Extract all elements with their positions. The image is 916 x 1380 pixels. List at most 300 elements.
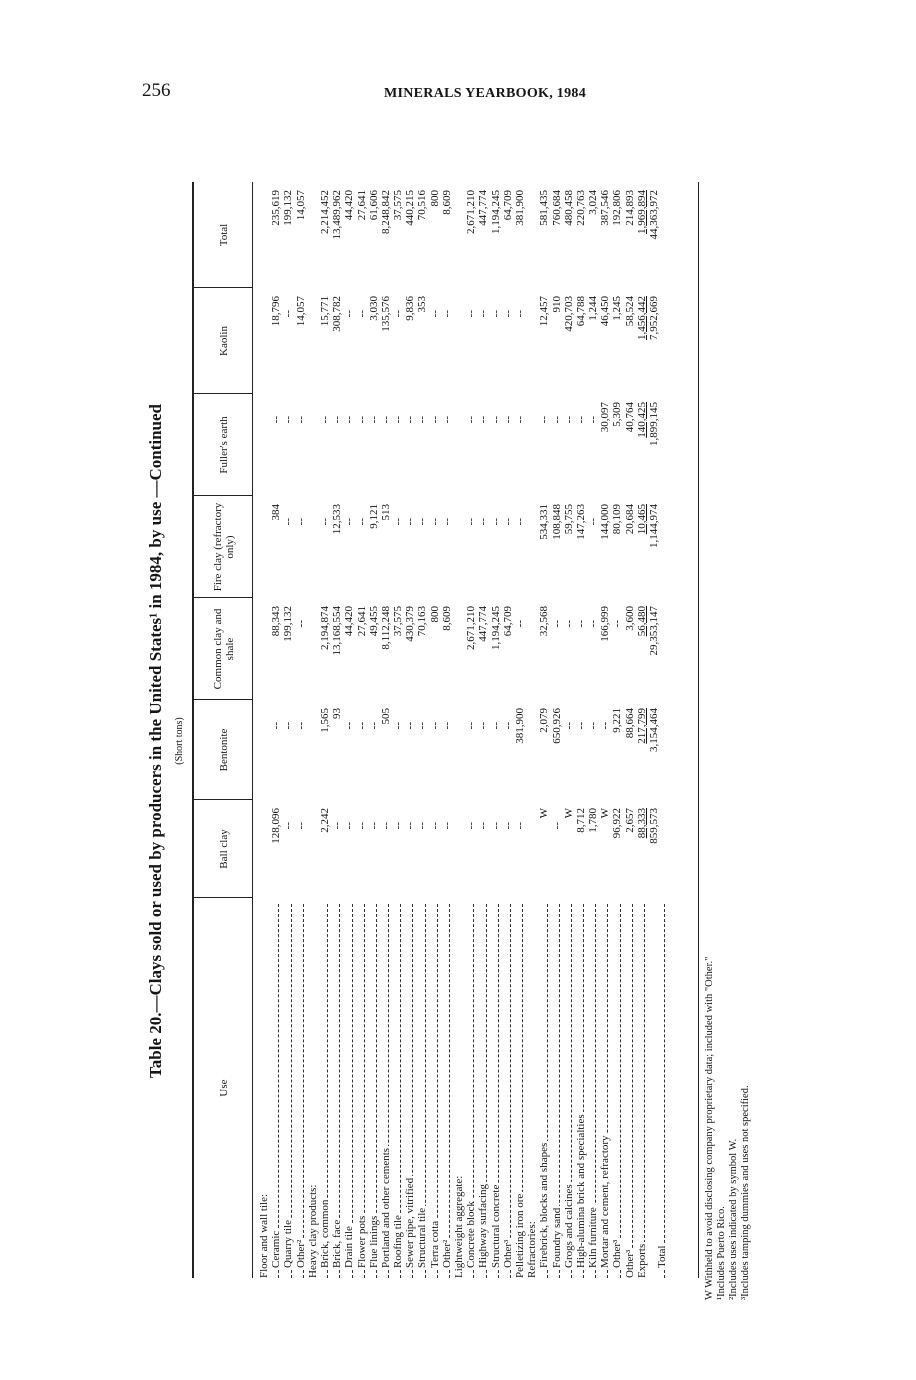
- row-label: [477, 898, 489, 1278]
- table-cell: [307, 598, 319, 700]
- table-cell: 2,671,210: [465, 190, 478, 234]
- table-cell: [307, 394, 319, 496]
- table-cell: [258, 700, 270, 800]
- table-cell: --: [294, 416, 307, 424]
- column-ball: [258, 800, 668, 898]
- table-cell: --: [428, 518, 441, 526]
- table-cell: --: [465, 416, 478, 424]
- row-label: [392, 898, 404, 1278]
- table-cell: 8,609: [440, 606, 453, 631]
- table-cell: 64,709: [501, 190, 514, 221]
- table-cell: 44,420: [343, 606, 356, 637]
- table-cell: 581,435: [538, 190, 551, 226]
- row-label: [441, 898, 453, 1278]
- table-cell: --: [343, 518, 356, 526]
- row-label: [282, 898, 294, 1278]
- table-cell: --: [501, 416, 514, 424]
- table-cell: 217,799: [635, 708, 648, 744]
- table-cell: 27,641: [355, 190, 368, 221]
- row-label-text: Structural concrete: [489, 1184, 502, 1268]
- table-cell: 384: [270, 504, 283, 521]
- table-cell: [258, 182, 270, 288]
- row-label-text: Brick, common: [318, 1199, 331, 1268]
- table-cell: --: [465, 518, 478, 526]
- table-cell: --: [404, 822, 417, 830]
- table-cell: --: [294, 822, 307, 830]
- table-cell: W: [538, 808, 551, 819]
- column-header-fire: Fire clay (refractory only): [212, 502, 236, 592]
- table-cell: 2,657: [623, 808, 636, 833]
- table-cell: 88,343: [270, 606, 283, 637]
- row-label-text: Terra cotta: [428, 1220, 441, 1268]
- table-cell: --: [379, 822, 392, 830]
- row-label: [636, 898, 648, 1278]
- table-cell: --: [343, 722, 356, 730]
- row-label-text: Quarry tile: [282, 1220, 295, 1268]
- column-header-bentonite: Bentonite: [218, 728, 230, 772]
- row-label: [380, 898, 392, 1278]
- row-label-text: Other³: [611, 1239, 624, 1268]
- table-cell: --: [489, 518, 502, 526]
- total-cell: 859,573: [648, 808, 660, 844]
- table-cell: [258, 800, 270, 898]
- table-cell: 140,425: [635, 402, 648, 438]
- row-label: [356, 898, 368, 1278]
- table-cell: --: [294, 518, 307, 526]
- row-label: [404, 898, 416, 1278]
- table-cell: 56,480: [635, 606, 648, 637]
- row-label-text: Other²: [294, 1239, 307, 1268]
- table-cell: --: [392, 518, 405, 526]
- table-cell: 381,900: [513, 190, 526, 226]
- row-label-text: Heavy clay products:: [306, 1184, 319, 1278]
- table-cell: 800: [428, 190, 441, 207]
- table-cell: 420,703: [562, 296, 575, 332]
- table-cell: 9,836: [404, 296, 417, 321]
- table-cell: 96,922: [611, 808, 624, 839]
- table-cell: 70,163: [416, 606, 429, 637]
- table-cell: --: [550, 416, 563, 424]
- column-fire: [258, 496, 668, 598]
- table-cell: 64,788: [574, 296, 587, 327]
- table-cell: 44,420: [343, 190, 356, 221]
- row-label-text: Ceramic: [270, 1230, 283, 1268]
- column-header-common: Common clay and shale: [212, 608, 236, 690]
- table-cell: --: [489, 416, 502, 424]
- row-label-text: Kiln furniture: [587, 1207, 600, 1268]
- row-label-text: Floor and wall tile:: [258, 1193, 270, 1278]
- table-cell: --: [392, 310, 405, 318]
- table-cell: 2,214,452: [318, 190, 331, 234]
- table-cell: --: [562, 722, 575, 730]
- column-divider: [194, 699, 252, 700]
- table-cell: --: [538, 416, 551, 424]
- total-cell: 44,363,972: [648, 190, 660, 240]
- table-cell: 235,619: [270, 190, 283, 226]
- table-cell: --: [440, 416, 453, 424]
- row-label-text: Refractories:: [526, 1221, 539, 1278]
- column-divider: [194, 495, 252, 496]
- table-cell: 14,057: [294, 190, 307, 221]
- table-cell: --: [392, 416, 405, 424]
- table-cell: --: [343, 822, 356, 830]
- table-cell: --: [611, 620, 624, 628]
- table-cell: --: [513, 620, 526, 628]
- table-cell: --: [367, 822, 380, 830]
- table-cell: 12,457: [538, 296, 551, 327]
- table-cell: --: [587, 416, 600, 424]
- table-cell: 2,194,874: [318, 606, 331, 650]
- table-cell: 534,331: [538, 504, 551, 540]
- table-cell: 37,575: [392, 190, 405, 221]
- table-cell: 3,024: [587, 190, 600, 215]
- table-cell: --: [477, 722, 490, 730]
- total-cell: 3,154,464: [648, 708, 660, 752]
- column-header-fullers: Fuller's earth: [218, 416, 230, 474]
- table-cell: --: [489, 822, 502, 830]
- table-cell: 30,097: [599, 402, 612, 433]
- row-label-text: Other²: [440, 1239, 453, 1268]
- table-cell: --: [428, 722, 441, 730]
- row-label-text: Grogs and calcines: [562, 1184, 575, 1268]
- row-label: [453, 898, 465, 1278]
- table-cell: --: [416, 416, 429, 424]
- table-cell: 760,684: [550, 190, 563, 226]
- table-cell: [307, 800, 319, 898]
- table-cell: 2,671,210: [465, 606, 478, 650]
- table-cell: [453, 598, 465, 700]
- table-cell: --: [550, 620, 563, 628]
- table-cell: 3,030: [367, 296, 380, 321]
- table-cell: --: [501, 822, 514, 830]
- table-cell: 220,763: [574, 190, 587, 226]
- row-label: [563, 898, 575, 1278]
- table-cell: [258, 394, 270, 496]
- row-label-text: Drain tile: [343, 1226, 356, 1268]
- table-cell: 480,458: [562, 190, 575, 226]
- row-label: [258, 898, 270, 1278]
- table-cell: 8,248,842: [379, 190, 392, 234]
- table-cell: 513: [379, 504, 392, 521]
- table-cell: 2,079: [538, 708, 551, 733]
- table-cell: W: [599, 808, 612, 819]
- row-label: [368, 898, 380, 1278]
- column-kaolin: [258, 288, 668, 394]
- table-cell: --: [282, 822, 295, 830]
- column-divider: [194, 287, 252, 288]
- table-cell: --: [440, 518, 453, 526]
- row-label-text: Lightweight aggregate:: [453, 1175, 465, 1278]
- table-cell: 32,568: [538, 606, 551, 637]
- footnote: ²Includes uses indicated by symbol W.: [728, 1138, 739, 1300]
- row-label: [295, 898, 307, 1278]
- table-cell: [526, 182, 538, 288]
- table-cell: 199,132: [282, 606, 295, 642]
- table-cell: 2,242: [318, 808, 331, 833]
- table-cell: 1,780: [587, 808, 600, 833]
- column-common: [258, 598, 668, 700]
- row-label: [270, 898, 282, 1278]
- table-cell: 650,926: [550, 708, 563, 744]
- table-cell: 199,132: [282, 190, 295, 226]
- table-cell: --: [282, 722, 295, 730]
- table-cell: --: [501, 518, 514, 526]
- table-cell: --: [550, 822, 563, 830]
- row-label-text: Other³: [501, 1239, 514, 1268]
- row-label: [502, 898, 514, 1278]
- table-cell: 128,096: [270, 808, 283, 844]
- use-label-column: [258, 898, 668, 1278]
- table-cell: 1,245: [611, 296, 624, 321]
- row-label: [526, 898, 538, 1278]
- column-header-ball: Ball clay: [218, 829, 230, 869]
- row-label-text: Concrete block: [465, 1201, 478, 1268]
- table-cell: 10,465: [635, 504, 648, 535]
- total-row-label: [656, 898, 668, 1278]
- table-cell: 13,168,554: [331, 606, 344, 656]
- row-label: [343, 898, 355, 1278]
- table-cell: 1,194,245: [489, 190, 502, 234]
- table-cell: 800: [428, 606, 441, 623]
- table-cell: 381,900: [513, 708, 526, 744]
- table-cell: --: [513, 416, 526, 424]
- table-cell: --: [513, 518, 526, 526]
- total-cell: 7,952,669: [648, 296, 660, 340]
- row-label: [587, 898, 599, 1278]
- row-label: [429, 898, 441, 1278]
- row-label-text: Flue linings: [367, 1215, 380, 1268]
- table-cell: [307, 288, 319, 394]
- table-units: (Short tons): [174, 717, 185, 765]
- table-cell: --: [428, 416, 441, 424]
- table-cell: 13,489,962: [331, 190, 344, 240]
- table-cell: 14,057: [294, 296, 307, 327]
- table-cell: --: [416, 518, 429, 526]
- table-cell: 12,533: [331, 504, 344, 535]
- table-cell: --: [282, 310, 295, 318]
- table-cell: 3,600: [623, 606, 636, 631]
- row-label: [538, 898, 550, 1278]
- column-divider: [194, 799, 252, 800]
- table-cell: 8,112,248: [379, 606, 392, 650]
- row-label-text: Highway surfacing: [477, 1183, 490, 1268]
- table-header-rule: [252, 182, 253, 1278]
- table-cell: [453, 182, 465, 288]
- table-cell: 40,764: [623, 402, 636, 433]
- row-label-text: Sewer pipe, vitrified: [404, 1177, 417, 1268]
- table-cell: --: [489, 722, 502, 730]
- row-label: [611, 898, 623, 1278]
- table-cell: 15,771: [318, 296, 331, 327]
- table-cell: --: [416, 722, 429, 730]
- table-cell: 135,576: [379, 296, 392, 332]
- table-cell: --: [465, 722, 478, 730]
- table-bottom-rule: [698, 182, 699, 1278]
- table-cell: 88,664: [623, 708, 636, 739]
- table-cell: --: [465, 822, 478, 830]
- table-cell: --: [270, 722, 283, 730]
- table-cell: --: [379, 416, 392, 424]
- column-bentonite: [258, 700, 668, 800]
- table-cell: --: [392, 822, 405, 830]
- table-cell: --: [404, 518, 417, 526]
- column-fullers: [258, 394, 668, 496]
- footnote: ³Includes tamping dummies and uses not specified.: [740, 1085, 751, 1300]
- table-cell: [526, 394, 538, 496]
- table-cell: 58,524: [623, 296, 636, 327]
- rotated-table-block: [146, 182, 751, 1300]
- table-cell: --: [587, 722, 600, 730]
- table-cell: --: [404, 722, 417, 730]
- row-label: [490, 898, 502, 1278]
- table-cell: --: [367, 416, 380, 424]
- row-label-text: High-alumina brick and specialties: [574, 1114, 587, 1268]
- table-cell: 18,796: [270, 296, 283, 327]
- table-cell: 1,565: [318, 708, 331, 733]
- table-title: Table 20.—Clays sold or used by producers in the United States¹ in 1984, by use —Continued: [146, 403, 165, 1079]
- column-header-kaolin: Kaolin: [218, 326, 230, 356]
- column-total: [258, 182, 668, 288]
- table-cell: --: [416, 822, 429, 830]
- table-cell: 8,712: [574, 808, 587, 833]
- table-cell: --: [343, 416, 356, 424]
- table-cell: 80,109: [611, 504, 624, 535]
- table-cell: 37,575: [392, 606, 405, 637]
- table-cell: --: [465, 310, 478, 318]
- table-cell: 147,263: [574, 504, 587, 540]
- row-label-text: Portland and other cements: [379, 1147, 392, 1268]
- table-cell: --: [477, 822, 490, 830]
- row-label-text: Foundry sand: [550, 1207, 563, 1268]
- table-cell: --: [587, 518, 600, 526]
- row-label: [319, 898, 331, 1278]
- table-cell: --: [392, 722, 405, 730]
- table-cell: --: [282, 416, 295, 424]
- table-cell: --: [355, 822, 368, 830]
- total-cell: 1,899,145: [648, 402, 660, 446]
- table-cell: 27,641: [355, 606, 368, 637]
- table-cell: --: [355, 416, 368, 424]
- table-cell: [307, 182, 319, 288]
- table-cell: [526, 800, 538, 898]
- row-label-text: Total: [656, 1245, 668, 1268]
- table-cell: [258, 288, 270, 394]
- row-label-text: Mortar and cement, refractory: [599, 1135, 612, 1268]
- table-cell: 1,969,894: [635, 190, 648, 234]
- table-cell: 214,893: [623, 190, 636, 226]
- table-cell: 70,516: [416, 190, 429, 221]
- table-cell: [453, 394, 465, 496]
- table-cell: 46,450: [599, 296, 612, 327]
- table-cell: 88,333: [635, 808, 648, 839]
- row-label: [624, 898, 636, 1278]
- table-cell: --: [513, 310, 526, 318]
- table-cell: --: [404, 416, 417, 424]
- total-cell: 29,353,147: [648, 606, 660, 656]
- table-cell: 59,755: [562, 504, 575, 535]
- row-label: [551, 898, 563, 1278]
- table-cell: 447,774: [477, 606, 490, 642]
- table-cell: 440,215: [404, 190, 417, 226]
- table-cell: --: [343, 310, 356, 318]
- total-cell: 1,144,974: [648, 504, 660, 548]
- table-cell: 387,546: [599, 190, 612, 226]
- table-cell: [453, 800, 465, 898]
- table-cell: 61,606: [367, 190, 380, 221]
- table-cell: --: [428, 822, 441, 830]
- row-label: [575, 898, 587, 1278]
- table-cell: 9,121: [367, 504, 380, 529]
- row-label-text: Roofing tile: [392, 1215, 405, 1268]
- table-cell: 5,309: [611, 402, 624, 427]
- row-label-text: Flower pots: [355, 1215, 368, 1268]
- table-cell: --: [574, 620, 587, 628]
- row-label-text: Firebrick, blocks and shapes: [538, 1142, 551, 1268]
- table-cell: --: [282, 518, 295, 526]
- table-cell: 505: [379, 708, 392, 725]
- row-label: [465, 898, 477, 1278]
- footnote: W Withheld to avoid disclosing company proprietary data; included with "Other.": [704, 956, 715, 1300]
- table-cell: 353: [416, 296, 429, 313]
- table-cell: --: [367, 722, 380, 730]
- table-cell: W: [562, 808, 575, 819]
- table-cell: --: [318, 416, 331, 424]
- page-number: 256: [142, 80, 171, 101]
- table-cell: 166,999: [599, 606, 612, 642]
- table-cell: 93: [331, 708, 344, 719]
- table-cell: [526, 496, 538, 598]
- table-top-rule: [192, 182, 194, 1278]
- table-cell: 430,379: [404, 606, 417, 642]
- table-cell: --: [562, 416, 575, 424]
- column-divider: [194, 897, 252, 898]
- running-head: MINERALS YEARBOOK, 1984: [384, 86, 587, 101]
- table-cell: [307, 700, 319, 800]
- table-cell: --: [587, 620, 600, 628]
- table-cell: [453, 496, 465, 598]
- row-label-text: Other³: [623, 1249, 636, 1278]
- table-cell: 308,782: [331, 296, 344, 332]
- row-label: [599, 898, 611, 1278]
- table-cell: 1,244: [587, 296, 600, 321]
- table-cell: 1,194,245: [489, 606, 502, 650]
- table-cell: 144,000: [599, 504, 612, 540]
- table-cell: --: [355, 310, 368, 318]
- table-cell: [307, 496, 319, 598]
- table-cell: 108,848: [550, 504, 563, 540]
- footnotes: [704, 182, 752, 1300]
- table-cell: [526, 598, 538, 700]
- table-cell: --: [428, 310, 441, 318]
- table-cell: 64,709: [501, 606, 514, 637]
- row-label: [331, 898, 343, 1278]
- table-cell: --: [294, 620, 307, 628]
- table-cell: --: [599, 722, 612, 730]
- table-cell: 447,774: [477, 190, 490, 226]
- table-cell: --: [574, 416, 587, 424]
- column-divider: [194, 597, 252, 598]
- column-divider: [194, 393, 252, 394]
- table-cell: 910: [550, 296, 563, 313]
- table-cell: --: [477, 518, 490, 526]
- table-cell: --: [562, 620, 575, 628]
- footnote: ¹Includes Puerto Rico.: [716, 1206, 727, 1300]
- table-cell: --: [477, 416, 490, 424]
- table-cell: 49,455: [367, 606, 380, 637]
- column-header-total: Total: [218, 223, 230, 247]
- table-cell: [526, 288, 538, 394]
- table-cell: --: [501, 310, 514, 318]
